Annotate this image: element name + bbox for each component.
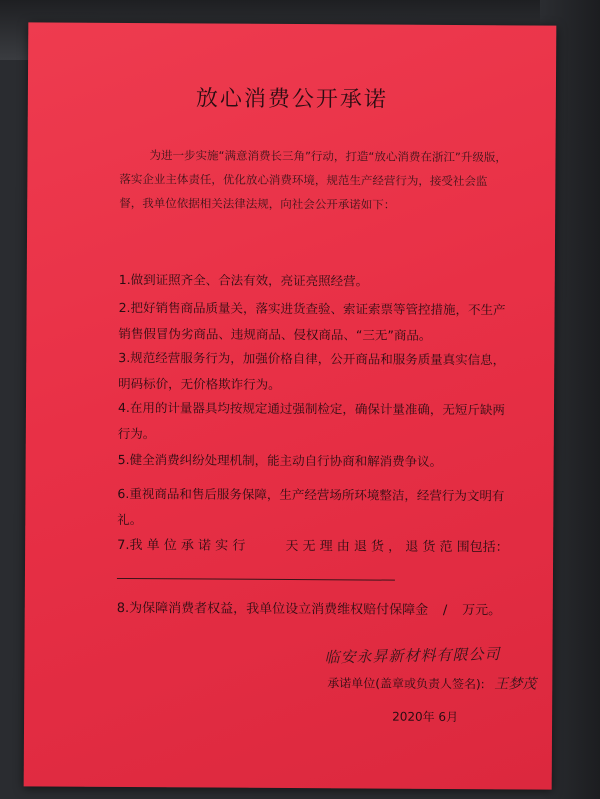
commitment-item-2: 2.把好销售商品质量关，落实进货查验、索证索票等管控措施，不生产销售假冒伪劣商品、违规商品、侵权商品、“三无”商品。 bbox=[118, 299, 506, 343]
amount-slash: / bbox=[442, 602, 448, 618]
commitment-item-8 bbox=[117, 596, 512, 624]
commitment-item-6: 6.重视商品和售后服务保障，生产经营场所环境整洁，经营行为文明有礼。 bbox=[117, 485, 505, 528]
item7-text-start: 7.我 单 位 承 诺 实 行 bbox=[117, 537, 246, 554]
signer-handwritten-signature: 王梦茂 bbox=[494, 676, 537, 693]
company-handwritten-signature: 临安永昇新材料有限公司 bbox=[324, 644, 501, 667]
item7-text-end: 天 无 理 由 退 货 ， 退 货 范 围包括： bbox=[285, 538, 509, 556]
commitment-item-7 bbox=[117, 533, 512, 587]
item8-text-end: 万元。 bbox=[462, 603, 502, 619]
commitment-item-1: 1.做到证照齐全、合法有效，亮证亮照经营。 bbox=[118, 271, 369, 289]
commitment-item-4: 4.在用的计量器具均按规定通过强制检定，确保计量准确，无短斤缺两行为。 bbox=[117, 399, 505, 442]
commitment-item-5: 5.健全消费纠纷处理机制，能主动自行协商和解消费争议。 bbox=[117, 451, 443, 469]
document-title: 放心消费公开承诺 bbox=[195, 86, 388, 113]
signer-label: 承诺单位(盖章或负责人签名): bbox=[327, 676, 485, 692]
item8-text-start: 8.为保障消费者权益，我单位设立消费维权赔付保障金 bbox=[116, 600, 429, 618]
document-date: 2020年 6月 bbox=[392, 709, 459, 725]
red-paper-sheet bbox=[24, 22, 557, 789]
intro-paragraph bbox=[119, 143, 507, 217]
commitment-item-3: 3.规范经营服务行为，加强价格自律，公开商品和服务质量真实信息，明码标价，无价格欺诈行为。 bbox=[118, 349, 506, 392]
return-scope-blank bbox=[117, 564, 395, 581]
intro-text: 为进一步实施“满意消费长三角”行动，打造“放心消费在浙江”升级版，落实企业主体责任，优化放心消费环境，规范生产经营行为，接受社会监督，我单位依据相关法律法规，向社会公开承诺如下： bbox=[119, 148, 507, 212]
